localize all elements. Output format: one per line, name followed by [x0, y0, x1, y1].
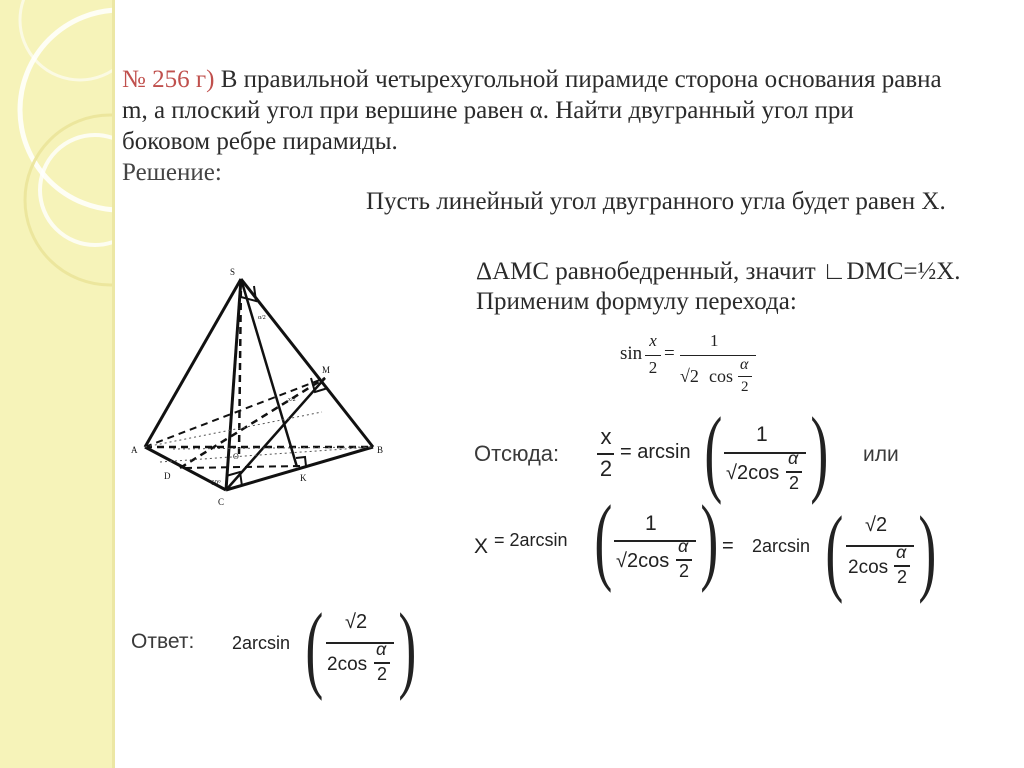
problem-line-1	[122, 64, 942, 96]
f2-two: 2	[599, 456, 613, 481]
label-M: M	[322, 365, 331, 375]
f1-cos: cos	[709, 366, 733, 386]
problem-line-2: m, а плоский угол при вершине равен α. Найти двугранный угол при	[122, 97, 854, 124]
segment-DK	[185, 466, 300, 468]
sidebar-edge	[112, 0, 115, 768]
dotted-back-1	[145, 412, 322, 447]
label-D: D	[164, 471, 171, 481]
problem-line-3: боковом ребре пирамиды.	[122, 128, 398, 155]
decorative-sidebar	[0, 0, 112, 768]
solution-heading: Решение:	[122, 159, 222, 186]
f2-bar-left	[597, 453, 614, 455]
f2-paren-open: (	[704, 398, 723, 506]
label-B: B	[377, 445, 384, 455]
edge-CB	[226, 447, 373, 490]
f2-alpha: α	[788, 448, 799, 468]
label-apex-angle: α/2	[258, 315, 266, 321]
f3-eq2: =	[722, 535, 734, 557]
f2-two-b: 2	[789, 473, 800, 493]
f3-lhs: X	[474, 535, 489, 558]
f1-two-b: 2	[741, 379, 749, 395]
label-O: O	[233, 452, 239, 461]
f1-alpha: α	[740, 356, 749, 373]
f3-alpha: α	[678, 536, 689, 556]
f3-den2: 2cos	[848, 557, 889, 578]
f1-two: 2	[648, 358, 658, 377]
f1-sin: sin	[620, 343, 643, 364]
answer-fn: 2arcsin	[232, 633, 291, 653]
f3-one: 1	[645, 512, 657, 535]
label-S: S	[230, 267, 236, 277]
f3-paren-open-2: (	[825, 497, 844, 605]
f3-num2: √2	[865, 514, 888, 536]
problem-number: № 256 г)	[122, 66, 215, 93]
f1-sqrt: √2	[680, 366, 699, 386]
edge-SA	[145, 279, 241, 447]
f2-paren-close: )	[810, 398, 829, 506]
answer-label: Ответ:	[131, 630, 195, 653]
answer-two: 2	[377, 664, 388, 684]
answer-paren-open: (	[305, 594, 324, 702]
answer-den: 2cos	[327, 654, 368, 675]
let-line: Пусть линейный угол двугранного угла будет равен X.	[366, 188, 946, 215]
f1-x: x	[649, 331, 657, 350]
f3-rhs: 2arcsin	[752, 536, 811, 556]
f2-one: 1	[756, 423, 768, 446]
segment-AM	[145, 378, 325, 447]
f3-two-b: 2	[679, 561, 690, 581]
decorative-circles	[0, 0, 112, 768]
f2-or: или	[863, 443, 899, 466]
f3-den: √2cos	[616, 550, 670, 572]
label-base-angle: 60°	[211, 479, 221, 487]
triangle-line: ΔАМС равнобедренный, значит ∟DMC=½X.	[476, 258, 961, 285]
f1-eq: =	[664, 343, 675, 364]
f3-two-c: 2	[897, 567, 908, 587]
answer-paren-close: )	[398, 594, 417, 702]
dotted-back-2	[160, 447, 373, 462]
f3-eq: = 2arcsin	[494, 530, 568, 550]
problem-text-1: В правильной четырехугольной пирамиде сторона основания равна	[220, 66, 942, 93]
f2-eq: = arcsin	[620, 441, 691, 463]
f1-bar-left	[645, 355, 661, 356]
f1-bar-alpha	[738, 376, 752, 377]
f2-x: x	[600, 424, 612, 449]
f3-paren-open-1: (	[594, 486, 613, 594]
f3-alpha2: α	[896, 542, 907, 562]
f3-paren-close-2: )	[918, 497, 937, 605]
f2-den: √2cos	[726, 462, 780, 484]
label-K: K	[300, 473, 307, 483]
f2-label: Отсюда:	[474, 441, 560, 466]
f3-paren-close-1: )	[700, 486, 719, 594]
label-C: C	[218, 497, 225, 507]
segment-DM	[180, 378, 325, 468]
formula-intro: Применим формулу перехода:	[476, 288, 797, 315]
segment-SK	[241, 279, 297, 467]
answer-num: √2	[345, 611, 368, 633]
label-m-angle: x/2	[288, 397, 296, 403]
f1-one: 1	[710, 331, 719, 350]
pyramid-figure	[120, 260, 395, 520]
answer-alpha: α	[376, 639, 387, 659]
edge-SB	[241, 279, 373, 447]
label-A: A	[131, 445, 138, 455]
